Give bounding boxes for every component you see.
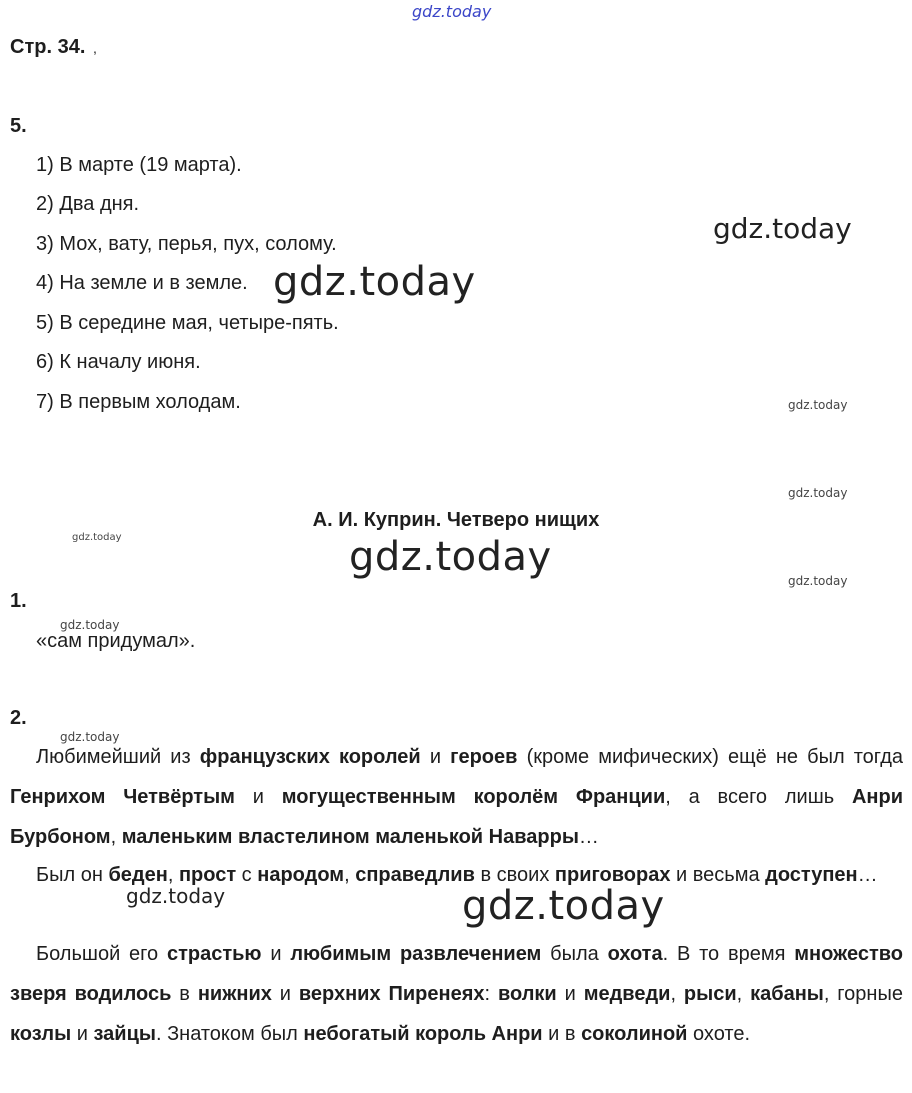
p3-bold-6: верхних Пиренеях (298, 983, 485, 1005)
task5-answer-7: 7) В первым холодам. (36, 391, 241, 413)
task5-number: 5. (10, 115, 27, 137)
p3-bold-11: козлы (10, 1023, 72, 1045)
p3-bold-8: медведи (583, 983, 671, 1005)
section-title: А. И. Куприн. Четверо нищих (312, 509, 600, 531)
watermark-small-2: gdz.today (788, 486, 848, 500)
watermark-center-1: gdz.today (273, 259, 476, 305)
p1-text-2: и (420, 746, 451, 768)
p3-bold-14: соколиной (581, 1023, 688, 1045)
p3-bold-7: волки (497, 983, 557, 1005)
p2-bold-6: доступен (765, 864, 858, 886)
page-header-text: Стр. 34. (10, 36, 86, 58)
p2-bold-5: приговорах (554, 864, 671, 886)
p3-bold-5: нижних (197, 983, 272, 1005)
p2-bold-1: беден (108, 864, 168, 886)
p3-text-15: охоте. (687, 1023, 750, 1045)
p3-text-14: и в (542, 1023, 582, 1045)
task2-paragraph-3 (10, 934, 903, 1054)
page-header (10, 36, 97, 59)
p3-text-1: Большой его (36, 943, 167, 965)
watermark-small-3: gdz.today (72, 532, 122, 543)
task5-answer-1: 1) В марте (19 марта). (36, 154, 242, 176)
p3-bold-13: небогатый король Анри (303, 1023, 543, 1045)
p2-bold-4: справедлив (355, 864, 475, 886)
p3-text-12: и (71, 1023, 94, 1045)
p1-bold-3: Генрихом Четвёртым (10, 786, 235, 808)
task5-answer-3: 3) Мох, вату, перья, пух, солому. (36, 233, 337, 255)
p2-text-1: Был он (36, 864, 109, 886)
p3-text-6: и (271, 983, 299, 1005)
p1-bold-1: французских королей (199, 746, 421, 768)
p2-text-4: , (344, 864, 356, 886)
p3-bold-10: кабаны (750, 983, 824, 1005)
task5-answer-6: 6) К началу июня. (36, 351, 201, 373)
task1-number: 1. (10, 590, 27, 612)
task2-paragraph-1 (10, 737, 903, 857)
p3-text-10: , (736, 983, 751, 1005)
page-header-mark: , (92, 40, 97, 56)
p3-text-7: : (484, 983, 498, 1005)
p1-bold-2: героев (450, 746, 518, 768)
p3-text-5: в (171, 983, 198, 1005)
watermark-center-2: gdz.today (349, 534, 552, 580)
p3-bold-3: охота (607, 943, 663, 965)
p1-text-6: , (110, 826, 122, 848)
task5-answer-2: 2) Два дня. (36, 193, 140, 215)
task2-number: 2. (10, 707, 27, 729)
p2-text-3: с (236, 864, 258, 886)
p3-text-11: , горные (823, 983, 903, 1005)
watermark-small-5: gdz.today (60, 618, 120, 632)
watermark-top: gdz.today (412, 2, 492, 21)
p3-text-9: , (670, 983, 684, 1005)
p1-text-7: … (578, 826, 599, 848)
p2-bold-3: народом (257, 864, 345, 886)
p2-bold-2: прост (178, 864, 237, 886)
p3-text-8: и (556, 983, 584, 1005)
task5-answer-4: 4) На земле и в земле. (36, 272, 248, 294)
p3-bold-4: множество зверя водилось (10, 943, 903, 1005)
p1-text-5: , а всего лишь (665, 786, 852, 808)
p3-bold-2: любимым развлечением (290, 943, 542, 965)
p1-text-4: и (234, 786, 282, 808)
watermark-right-large: gdz.today (713, 212, 852, 245)
p3-text-3: была (541, 943, 608, 965)
p2-text-7: … (857, 864, 878, 886)
p3-bold-9: рыси (683, 983, 737, 1005)
p3-text-4: . В то время (662, 943, 795, 965)
watermark-small-6: gdz.today (60, 730, 120, 744)
task1-answer: «сам придумал». (36, 630, 196, 652)
p2-text-2: , (167, 864, 179, 886)
p2-text-5: в своих (474, 864, 555, 886)
watermark-small-1: gdz.today (788, 398, 848, 412)
p1-bold-5: Анри Бурбоном (10, 786, 904, 848)
p2-text-6: и весьма (670, 864, 766, 886)
watermark-left-medium: gdz.today (126, 884, 226, 908)
p3-text-2: и (261, 943, 291, 965)
p1-text-3: (кроме мифических) ещё не был тогда (517, 746, 903, 768)
watermark-small-4: gdz.today (788, 574, 848, 588)
p3-bold-1: страстью (166, 943, 262, 965)
p3-bold-12: зайцы (93, 1023, 156, 1045)
task5-answer-5: 5) В середине мая, четыре-пять. (36, 312, 339, 334)
p1-bold-4: могущественным королём Франции (281, 786, 666, 808)
p1-text-1: Любимейший из (36, 746, 200, 768)
p3-text-13: . Знатоком был (155, 1023, 304, 1045)
p1-bold-6: маленьким властелином маленькой Наварры (121, 826, 579, 848)
watermark-center-3: gdz.today (462, 883, 665, 929)
